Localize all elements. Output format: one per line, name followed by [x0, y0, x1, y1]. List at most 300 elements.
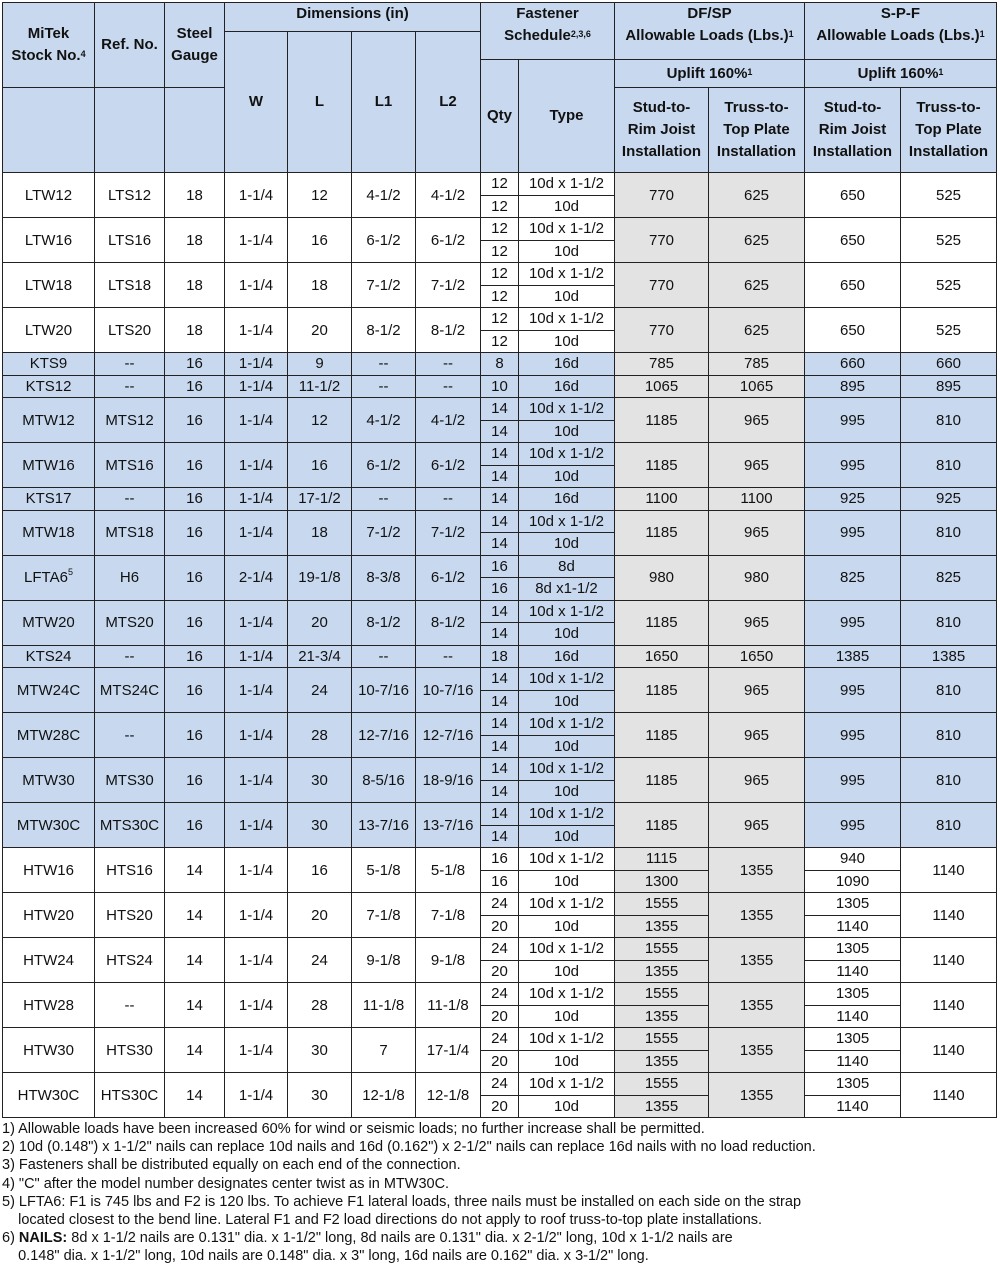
cell-w: 2-1/4 [225, 555, 288, 600]
cell-qty: 14 [481, 533, 519, 556]
cell-w: 1-1/4 [225, 803, 288, 848]
cell-fastener-type: 10d x 1-1/2 [519, 713, 615, 736]
table-row [3, 758, 997, 781]
cell-dfsp-truss: 1355 [709, 848, 805, 893]
cell-dfsp-truss: 625 [709, 173, 805, 218]
cell-steel-gauge: 14 [165, 893, 225, 938]
cell-dfsp-stud: 1555 [615, 1028, 709, 1051]
cell-steel-gauge: 16 [165, 600, 225, 645]
cell-spf-truss: 1140 [901, 1028, 997, 1073]
cell-l: 30 [288, 1073, 352, 1118]
cell-fastener-type: 10d x 1-1/2 [519, 893, 615, 916]
cell-steel-gauge: 16 [165, 803, 225, 848]
header-spf-uplift: Uplift 160%$^1$ [805, 60, 997, 88]
cell-fastener-type: 10d x 1-1/2 [519, 398, 615, 421]
cell-l1: 10-7/16 [352, 668, 416, 713]
cell-stock-no [3, 848, 95, 893]
footnote-bold-label: NAILS: [18, 1230, 68, 1247]
cell-dfsp-stud: 785 [615, 353, 709, 376]
cell-dfsp-stud: 1185 [615, 713, 709, 758]
cell-l: 12 [288, 173, 352, 218]
cell-l2: 7-1/2 [416, 510, 481, 555]
cell-ref-no: MTS20 [95, 600, 165, 645]
cell-stock-no [3, 510, 95, 555]
cell-dfsp-truss: 1355 [709, 1028, 805, 1073]
cell-l1: 8-3/8 [352, 555, 416, 600]
cell-steel-gauge: 18 [165, 218, 225, 263]
cell-l1: 4-1/2 [352, 398, 416, 443]
cell-stock-no [3, 803, 95, 848]
cell-dfsp-truss: 1065 [709, 375, 805, 398]
header-spf-truss: Truss-to- Top Plate Installation [901, 88, 997, 173]
cell-spf-stud: 1140 [805, 1095, 901, 1118]
cell-spf-stud: 995 [805, 668, 901, 713]
cell-l: 24 [288, 668, 352, 713]
footnote-line: 1) Allowable loads have been increased 60% for wind or seismic loads; no further increase shall be permitted. [2, 1121, 705, 1137]
cell-l: 24 [288, 938, 352, 983]
cell-spf-truss: 810 [901, 600, 997, 645]
stock-no-text: MTW28C [16, 726, 81, 744]
cell-ref-no: -- [95, 645, 165, 668]
cell-qty: 14 [481, 803, 519, 826]
cell-l2: 6-1/2 [416, 555, 481, 600]
cell-qty: 14 [481, 690, 519, 713]
cell-qty: 14 [481, 600, 519, 623]
cell-fastener-type: 10d [519, 1095, 615, 1118]
cell-dfsp-stud: 770 [615, 173, 709, 218]
cell-l1: -- [352, 645, 416, 668]
footnote-line: 2) 10d (0.148") x 1-1/2" nails can replace 10d nails and 16d (0.162") x 2-1/2" nails can replace 16d nails with no load reduction. [2, 1139, 816, 1156]
cell-qty: 24 [481, 1028, 519, 1051]
cell-ref-no: HTS30 [95, 1028, 165, 1073]
cell-dfsp-stud: 770 [615, 218, 709, 263]
stock-no-text: HTW20 [23, 906, 74, 924]
cell-dfsp-truss: 1355 [709, 983, 805, 1028]
cell-fastener-type: 10d [519, 1005, 615, 1028]
cell-ref-no: HTS24 [95, 938, 165, 983]
cell-spf-stud: 925 [805, 488, 901, 511]
cell-spf-truss: 1140 [901, 893, 997, 938]
cell-spf-stud: 1090 [805, 870, 901, 893]
cell-spf-truss: 925 [901, 488, 997, 511]
cell-spf-truss: 1385 [901, 645, 997, 668]
cell-ref-no: -- [95, 488, 165, 511]
cell-stock-no [3, 218, 95, 263]
cell-spf-stud: 650 [805, 173, 901, 218]
stock-no-text: LTW16 [24, 231, 73, 249]
cell-dfsp-stud: 1185 [615, 668, 709, 713]
cell-fastener-type: 16d [519, 488, 615, 511]
cell-l: 16 [288, 848, 352, 893]
table-row [3, 645, 997, 668]
cell-ref-no: HTS16 [95, 848, 165, 893]
cell-qty: 14 [481, 825, 519, 848]
cell-spf-stud: 650 [805, 218, 901, 263]
cell-l1: 4-1/2 [352, 173, 416, 218]
cell-dfsp-stud: 1355 [615, 1005, 709, 1028]
cell-qty: 12 [481, 240, 519, 263]
cell-dfsp-truss: 965 [709, 668, 805, 713]
cell-fastener-type: 10d x 1-1/2 [519, 668, 615, 691]
stock-no-text: LTW18 [24, 276, 73, 294]
stock-no-footnote-mark: 5 [67, 567, 73, 577]
cell-w: 1-1/4 [225, 713, 288, 758]
cell-fastener-type: 10d [519, 533, 615, 556]
cell-fastener-type: 16d [519, 375, 615, 398]
cell-spf-stud: 1140 [805, 960, 901, 983]
cell-l: 28 [288, 983, 352, 1028]
cell-w: 1-1/4 [225, 375, 288, 398]
cell-dfsp-truss: 980 [709, 555, 805, 600]
cell-l2: 17-1/4 [416, 1028, 481, 1073]
cell-qty: 20 [481, 1095, 519, 1118]
cell-w: 1-1/4 [225, 173, 288, 218]
cell-l1: -- [352, 488, 416, 511]
header-gauge-cont [165, 88, 225, 173]
cell-l1: 5-1/8 [352, 848, 416, 893]
cell-spf-stud: 1305 [805, 983, 901, 1006]
stock-no-text: HTW16 [23, 861, 74, 879]
cell-qty: 14 [481, 758, 519, 781]
cell-l2: -- [416, 488, 481, 511]
cell-steel-gauge: 16 [165, 443, 225, 488]
table-row [3, 263, 997, 286]
cell-dfsp-truss: 965 [709, 803, 805, 848]
cell-ref-no: H6 [95, 555, 165, 600]
cell-spf-stud: 995 [805, 398, 901, 443]
cell-dfsp-stud: 770 [615, 308, 709, 353]
cell-dfsp-truss: 1355 [709, 938, 805, 983]
cell-fastener-type: 10d x 1-1/2 [519, 938, 615, 961]
header-w: W [225, 32, 288, 173]
cell-dfsp-stud: 1185 [615, 398, 709, 443]
cell-l: 30 [288, 758, 352, 803]
cell-l2: 4-1/2 [416, 173, 481, 218]
cell-dfsp-truss: 965 [709, 398, 805, 443]
cell-l: 18 [288, 510, 352, 555]
cell-w: 1-1/4 [225, 218, 288, 263]
stock-no-text: KTS12 [25, 377, 72, 395]
table-row [3, 983, 997, 1006]
cell-qty: 16 [481, 870, 519, 893]
table-row [3, 173, 997, 196]
cell-l1: 9-1/8 [352, 938, 416, 983]
footnote-line: 5) LFTA6: F1 is 745 lbs and F2 is 120 lbs. To achieve F1 lateral loads, three nails must be installed on each side on the strap [2, 1193, 802, 1210]
cell-w: 1-1/4 [225, 668, 288, 713]
cell-dfsp-truss: 625 [709, 263, 805, 308]
cell-fastener-type: 10d x 1-1/2 [519, 758, 615, 781]
cell-l: 28 [288, 713, 352, 758]
cell-ref-no: LTS18 [95, 263, 165, 308]
header-spf-loads: S-P-F Allowable Loads $(Lbs.)^1$ [805, 3, 997, 60]
cell-l1: 12-7/16 [352, 713, 416, 758]
cell-spf-stud: 995 [805, 600, 901, 645]
cell-fastener-type: 10d x 1-1/2 [519, 218, 615, 241]
cell-l1: -- [352, 353, 416, 376]
table-header [3, 3, 997, 173]
cell-spf-truss: 1140 [901, 983, 997, 1028]
cell-l: 30 [288, 803, 352, 848]
cell-w: 1-1/4 [225, 983, 288, 1028]
cell-dfsp-truss: 785 [709, 353, 805, 376]
cell-spf-stud: 995 [805, 510, 901, 555]
cell-l: 16 [288, 218, 352, 263]
cell-dfsp-truss: 965 [709, 443, 805, 488]
cell-spf-truss: 1140 [901, 938, 997, 983]
footnote-line: 3) Fasteners shall be distributed equally on each end of the connection. [2, 1157, 461, 1174]
cell-steel-gauge: 14 [165, 1028, 225, 1073]
cell-l: 18 [288, 263, 352, 308]
cell-spf-stud: 1305 [805, 1028, 901, 1051]
table-row [3, 848, 997, 871]
cell-l2: 8-1/2 [416, 600, 481, 645]
cell-stock-no [3, 488, 95, 511]
cell-dfsp-stud: 980 [615, 555, 709, 600]
cell-l1: 8-5/16 [352, 758, 416, 803]
cell-l1: 8-1/2 [352, 600, 416, 645]
cell-steel-gauge: 18 [165, 263, 225, 308]
cell-qty: 12 [481, 285, 519, 308]
cell-stock-no [3, 713, 95, 758]
table-row [3, 443, 997, 466]
cell-steel-gauge: 18 [165, 308, 225, 353]
header-dfsp-stud: Stud-to- Rim Joist Installation [615, 88, 709, 173]
cell-steel-gauge: 16 [165, 645, 225, 668]
cell-spf-stud: 1140 [805, 1005, 901, 1028]
cell-fastener-type: 10d x 1-1/2 [519, 1028, 615, 1051]
stock-no-text: MTW12 [22, 411, 75, 429]
cell-dfsp-stud: 1185 [615, 758, 709, 803]
cell-spf-truss: 525 [901, 308, 997, 353]
cell-steel-gauge: 16 [165, 398, 225, 443]
footnote-line: 4) "C" after the model number designates center twist as in MTW30C. [2, 1175, 450, 1192]
cell-l: 9 [288, 353, 352, 376]
stock-no-text: LFTA6 [24, 569, 68, 586]
cell-l2: 10-7/16 [416, 668, 481, 713]
cell-spf-stud: 1140 [805, 1050, 901, 1073]
table-row [3, 668, 997, 691]
table-row [3, 398, 997, 421]
cell-spf-stud: 1385 [805, 645, 901, 668]
cell-l2: 8-1/2 [416, 308, 481, 353]
cell-fastener-type: 10d x 1-1/2 [519, 263, 615, 286]
cell-dfsp-truss: 965 [709, 758, 805, 803]
cell-steel-gauge: 16 [165, 758, 225, 803]
cell-steel-gauge: 16 [165, 375, 225, 398]
cell-fastener-type: 10d [519, 330, 615, 353]
cell-dfsp-stud: 1065 [615, 375, 709, 398]
table-row [3, 803, 997, 826]
cell-l: 30 [288, 1028, 352, 1073]
cell-fastener-type: 8d x1-1/2 [519, 578, 615, 601]
cell-qty: 24 [481, 893, 519, 916]
cell-qty: 12 [481, 330, 519, 353]
header-stock-no: MiTek Stock No.$^4$ [3, 3, 95, 88]
header-dfsp-loads: DF/SP Allowable Loads $(Lbs.)^1$ [615, 3, 805, 60]
cell-l: 19-1/8 [288, 555, 352, 600]
cell-dfsp-stud: 1355 [615, 915, 709, 938]
cell-spf-truss: 810 [901, 803, 997, 848]
table-row [3, 353, 997, 376]
cell-l2: 6-1/2 [416, 218, 481, 263]
cell-l2: 7-1/2 [416, 263, 481, 308]
cell-qty: 14 [481, 713, 519, 736]
cell-qty: 12 [481, 195, 519, 218]
cell-w: 1-1/4 [225, 1073, 288, 1118]
cell-fastener-type: 10d x 1-1/2 [519, 510, 615, 533]
cell-spf-truss: 810 [901, 443, 997, 488]
cell-qty: 12 [481, 308, 519, 331]
cell-qty: 14 [481, 668, 519, 691]
cell-l2: 7-1/8 [416, 893, 481, 938]
cell-spf-truss: 810 [901, 713, 997, 758]
cell-dfsp-truss: 1355 [709, 893, 805, 938]
cell-stock-no [3, 1028, 95, 1073]
footnote-line [2, 1229, 998, 1247]
header-l2: L2 [416, 32, 481, 173]
table-row [3, 938, 997, 961]
stock-no-text: LTW12 [24, 186, 73, 204]
cell-fastener-type: 10d [519, 465, 615, 488]
cell-dfsp-stud: 1555 [615, 893, 709, 916]
cell-w: 1-1/4 [225, 398, 288, 443]
cell-qty: 8 [481, 353, 519, 376]
cell-dfsp-truss: 965 [709, 713, 805, 758]
cell-stock-no [3, 645, 95, 668]
cell-l2: 12-1/8 [416, 1073, 481, 1118]
cell-spf-truss: 660 [901, 353, 997, 376]
cell-stock-no [3, 308, 95, 353]
cell-l1: 13-7/16 [352, 803, 416, 848]
cell-l2: 5-1/8 [416, 848, 481, 893]
cell-w: 1-1/4 [225, 848, 288, 893]
footnotes [2, 1120, 998, 1266]
cell-l: 20 [288, 600, 352, 645]
cell-dfsp-truss: 1100 [709, 488, 805, 511]
cell-dfsp-stud: 1555 [615, 983, 709, 1006]
cell-spf-stud: 995 [805, 803, 901, 848]
cell-fastener-type: 10d x 1-1/2 [519, 803, 615, 826]
cell-qty: 24 [481, 938, 519, 961]
stock-no-text: HTW24 [23, 951, 74, 969]
cell-steel-gauge: 16 [165, 510, 225, 555]
cell-stock-no [3, 668, 95, 713]
cell-dfsp-stud: 1555 [615, 1073, 709, 1096]
cell-w: 1-1/4 [225, 443, 288, 488]
cell-stock-no [3, 555, 95, 600]
cell-fastener-type: 16d [519, 353, 615, 376]
cell-l1: 7-1/8 [352, 893, 416, 938]
table-row [3, 488, 997, 511]
header-l1: L1 [352, 32, 416, 173]
cell-spf-stud: 1305 [805, 1073, 901, 1096]
cell-fastener-type: 10d [519, 870, 615, 893]
cell-dfsp-stud: 1185 [615, 510, 709, 555]
spec-table-wrapper [2, 2, 997, 1118]
cell-stock-no [3, 938, 95, 983]
stock-no-text: HTW28 [23, 996, 74, 1014]
cell-l2: 9-1/8 [416, 938, 481, 983]
table-row [3, 893, 997, 916]
cell-spf-stud: 650 [805, 263, 901, 308]
table-row [3, 713, 997, 736]
cell-stock-no [3, 983, 95, 1028]
stock-no-text: HTW30 [23, 1041, 74, 1059]
cell-dfsp-stud: 1555 [615, 938, 709, 961]
cell-fastener-type: 10d x 1-1/2 [519, 983, 615, 1006]
cell-l1: 7 [352, 1028, 416, 1073]
strap-tie-spec-table [2, 2, 997, 1118]
table-row [3, 1028, 997, 1051]
cell-w: 1-1/4 [225, 600, 288, 645]
cell-qty: 20 [481, 915, 519, 938]
cell-qty: 14 [481, 488, 519, 511]
cell-spf-stud: 660 [805, 353, 901, 376]
cell-dfsp-stud: 770 [615, 263, 709, 308]
cell-l2: -- [416, 645, 481, 668]
cell-dfsp-truss: 1650 [709, 645, 805, 668]
cell-w: 1-1/4 [225, 893, 288, 938]
stock-no-text: MTW30 [22, 771, 75, 789]
cell-l1: 6-1/2 [352, 218, 416, 263]
cell-qty: 14 [481, 735, 519, 758]
cell-ref-no: MTS30C [95, 803, 165, 848]
header-type: Type [519, 60, 615, 173]
cell-stock-no [3, 398, 95, 443]
cell-ref-no: MTS12 [95, 398, 165, 443]
cell-ref-no: LTS20 [95, 308, 165, 353]
cell-steel-gauge: 14 [165, 1073, 225, 1118]
cell-w: 1-1/4 [225, 1028, 288, 1073]
header-stock-no-cont [3, 88, 95, 173]
cell-dfsp-truss: 625 [709, 308, 805, 353]
cell-qty: 10 [481, 375, 519, 398]
table-row [3, 375, 997, 398]
cell-dfsp-truss: 965 [709, 600, 805, 645]
cell-fastener-type: 10d [519, 285, 615, 308]
cell-dfsp-stud: 1185 [615, 443, 709, 488]
cell-w: 1-1/4 [225, 938, 288, 983]
cell-steel-gauge: 16 [165, 713, 225, 758]
cell-w: 1-1/4 [225, 263, 288, 308]
cell-l: 20 [288, 893, 352, 938]
cell-fastener-type: 10d x 1-1/2 [519, 443, 615, 466]
cell-l2: 13-7/16 [416, 803, 481, 848]
cell-qty: 14 [481, 623, 519, 646]
cell-dfsp-stud: 1100 [615, 488, 709, 511]
header-l: L [288, 32, 352, 173]
cell-l: 20 [288, 308, 352, 353]
cell-fastener-type: 10d [519, 780, 615, 803]
cell-spf-truss: 810 [901, 758, 997, 803]
header-fastener-schedule: Fastener Schedule$^{2,3,6}$ [481, 3, 615, 60]
cell-dfsp-stud: 1355 [615, 960, 709, 983]
cell-spf-truss: 1140 [901, 848, 997, 893]
cell-fastener-type: 10d [519, 960, 615, 983]
cell-spf-truss: 525 [901, 263, 997, 308]
cell-ref-no: MTS16 [95, 443, 165, 488]
cell-spf-stud: 1305 [805, 938, 901, 961]
cell-fastener-type: 10d x 1-1/2 [519, 848, 615, 871]
table-row [3, 218, 997, 241]
cell-fastener-type: 10d x 1-1/2 [519, 1073, 615, 1096]
cell-ref-no: MTS30 [95, 758, 165, 803]
cell-fastener-type: 10d [519, 915, 615, 938]
cell-l1: 7-1/2 [352, 510, 416, 555]
header-steel-gauge: Steel Gauge [165, 3, 225, 88]
cell-ref-no: -- [95, 713, 165, 758]
cell-fastener-type: 10d [519, 623, 615, 646]
